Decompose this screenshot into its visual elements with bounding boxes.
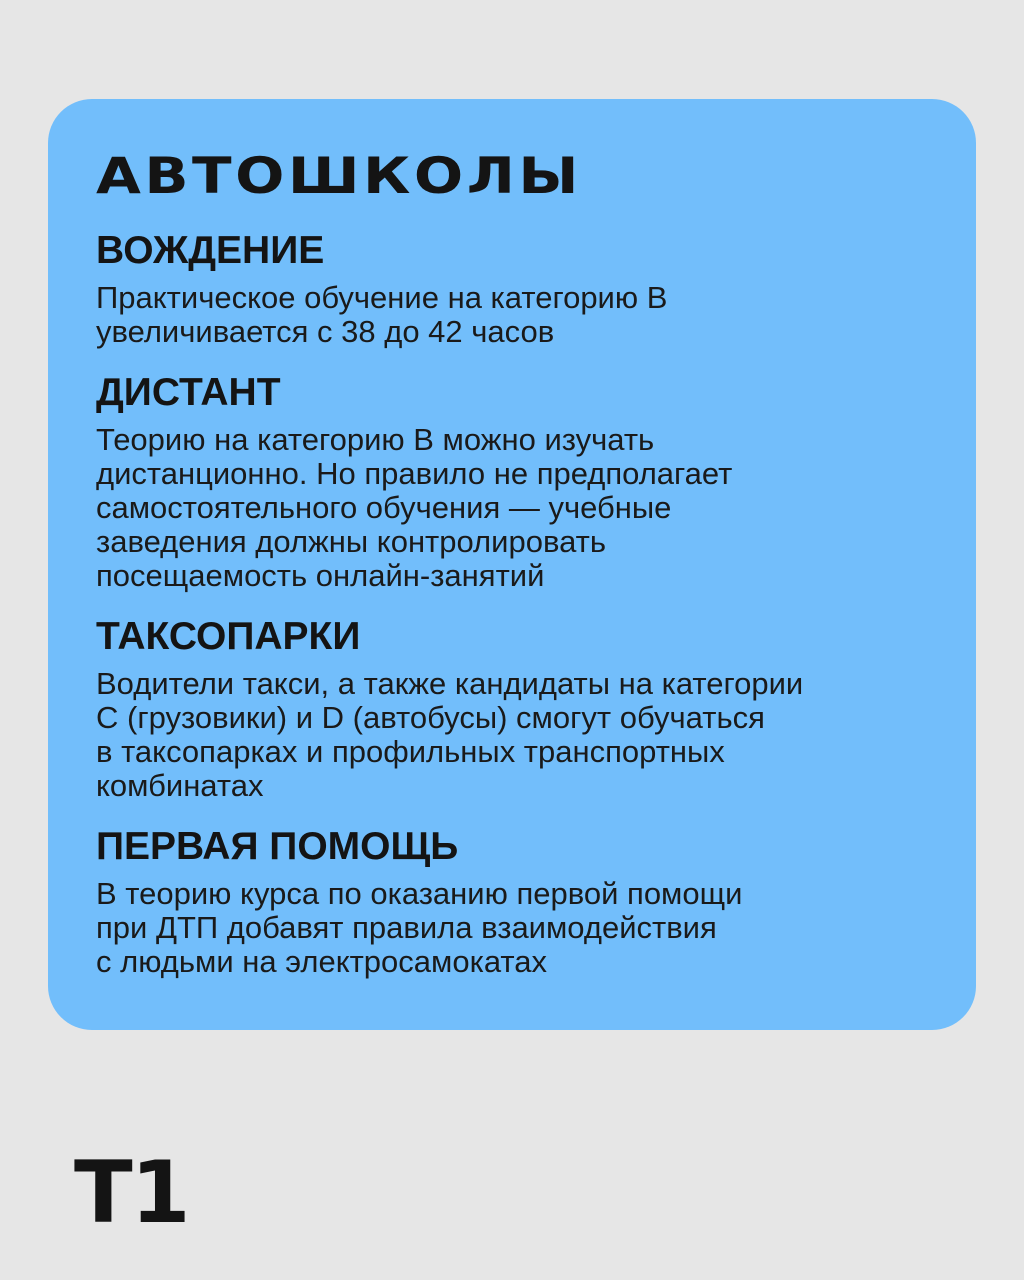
section-body: В теорию курса по оказанию первой помощи при ДТП добавят правила взаимодействия с людьми на электросамокатах xyxy=(96,876,743,979)
t1-logo: T1 xyxy=(74,1143,189,1243)
section-distance xyxy=(96,371,928,593)
section-heading: ДИСТАНТ xyxy=(96,371,281,414)
info-card xyxy=(48,99,976,1030)
section-body: Практическое обучение на категорию В увеличивается с 38 до 42 часов xyxy=(96,280,668,349)
card-title: АВТОШКОЛЫ xyxy=(96,147,582,205)
section-heading: ПЕРВАЯ ПОМОЩЬ xyxy=(96,825,459,868)
section-body: Водители такси, а также кандидаты на категории С (грузовики) и D (автобусы) смогут обучаться в таксопарках и профильных транспортных комбинатах xyxy=(96,666,804,803)
section-first-aid xyxy=(96,825,928,979)
section-body: Теорию на категорию В можно изучать дистанционно. Но правило не предполагает самостоятельного обучения — учебные заведения должны контролировать посещаемость онлайн-занятий xyxy=(96,422,733,593)
section-heading: ВОЖДЕНИЕ xyxy=(96,229,325,272)
section-driving xyxy=(96,229,928,349)
section-heading: ТАКСОПАРКИ xyxy=(96,615,361,658)
section-taxi-parks xyxy=(96,615,928,803)
